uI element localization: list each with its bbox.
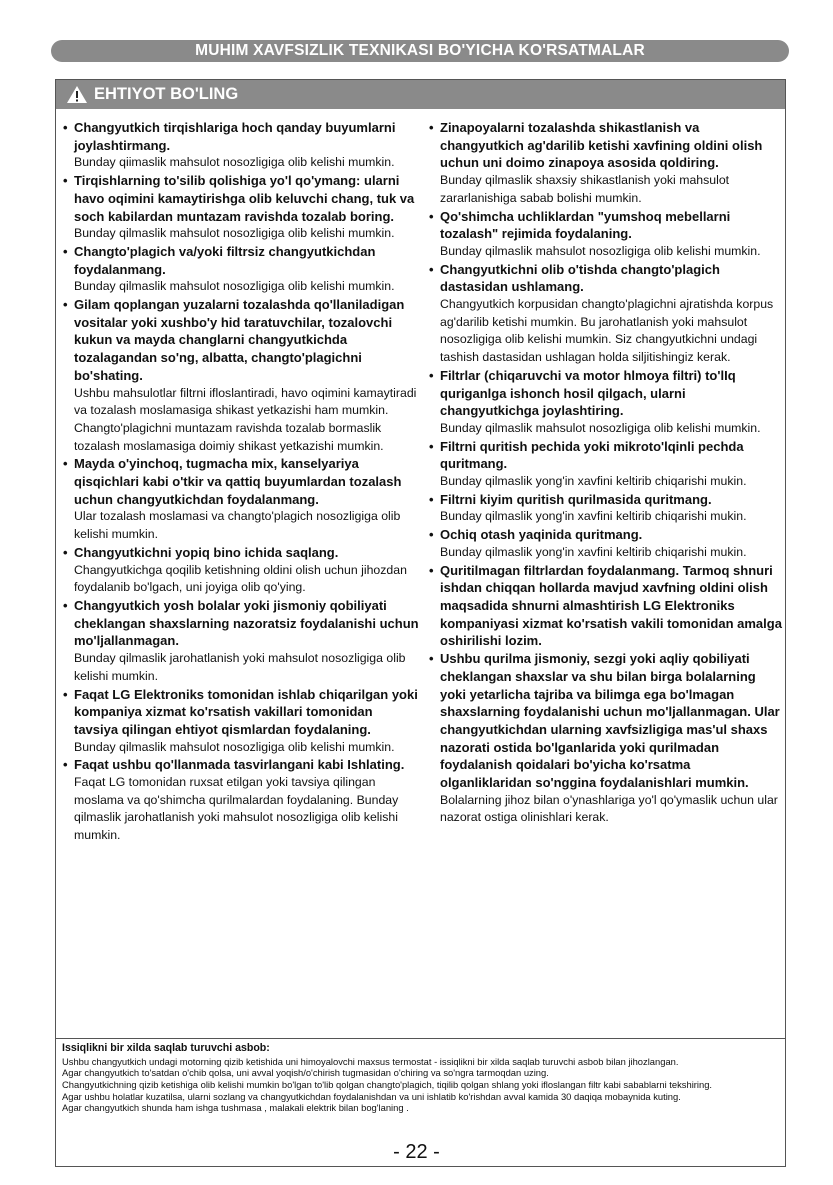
warning-icon: [66, 85, 88, 104]
list-item: • Tirqishlarning to'silib qolishiga yo'l qo'ymang: ularni havo oqimini kamaytirishga olib keluvchi chang, tuk va soch kabilardan muntazam ravishda tozalab boring. Bunday qilmaslik mahsulot nosozligiga olib kelishi mumkin.: [63, 173, 415, 241]
list-item: • Faqat ushbu qo'llanmada tasvirlangani kabi Ishlating. Faqat LG tomonidan ruxsat etilgan yoki tavsiya qilingan moslama va qo'shimcha qurilmalardan foydalaning. Bunday qilmaslik jarohatlanish yoki mahsulot nosozligiga olib kelishi mumkin.: [63, 757, 405, 843]
list-item: • Faqat LG Elektroniks tomonidan ishlab chiqarilgan yoki kompaniya xizmat ko'rsatish vakillari tomonidan tavsiya qilingan ehtiyot qismlardan foydalaning. Bunday qilmaslik mahsulot nosozligiga olib kelishi mumkin.: [63, 686, 418, 754]
list-item: • Changto'plagich va/yoki filtrsiz changyutkichdan foydalanmang. Bunday qilmaslik mahsulot nosozligiga olib kelishi mumkin.: [63, 243, 395, 294]
note-line: Agar changyutkich to'satdan o'chib qolsa, uni avval yoqish/o'chirish tugmasidan o'chiring va so'ngra tarmoqdan uzing.: [62, 1067, 549, 1079]
right-column: [428, 119, 784, 827]
left-column: [62, 119, 420, 845]
list-item: • Ochiq otash yaqinida quritmang. Bunday qilmaslik yong'in xavfini keltirib chiqarishi mukin.: [429, 527, 747, 559]
caution-title: EHTIYOT BO'LING: [94, 85, 239, 103]
list-item: • Changyutkich yosh bolalar yoki jismoniy qobiliyati cheklangan shaxslarning nazoratsiz foydalanishi uchun mo'ljallanmagan. Bunday qilmaslik jarohatlanish yoki mahsulot nosozligiga olib kelishi mumkin.: [63, 597, 419, 683]
page-banner: MUHIM XAVFSIZLIK TEXNIKASI BO'YICHA KO'RSATMALAR: [51, 40, 789, 62]
note-title: Issiqlikni bir xilda saqlab turuvchi asbob:: [62, 1042, 270, 1054]
list-item: • Quritilmagan filtrlardan foydalanmang. Tarmoq shnuri ishdan chiqqan hollarda mavjud xavfning oldini olish maqsadida shnurni almashtirish LG Elektroniks kompaniyasi xizmat ko'rsatish vakili tomonidan amalga oshirilishi lozim.: [429, 562, 782, 649]
list-item: • Filtrlar (chiqaruvchi va motor hlmoya filtri) to'lIq quriganlga ishonch hosil qilgach, ularni changyutkichga joylashtiring. Bunday qilmaslik mahsulot nosozligiga olib kelishi mumkin.: [429, 367, 761, 435]
note-line: Agar ushbu holatlar kuzatilsa, ularni sozlang va changyutkichdan foydalanishdan va uni ishlatib ko'rishdan avval kamida 30 daqiqa mobaynida kuting.: [62, 1090, 681, 1102]
note-line: Changyutkichning qizib ketishiga olib kelishi mumkin bo'lgan to'lib qolgan changto'plagich, tiqilib qolgan shlang yoki ifloslangan filtr kabi sabablarni tekshiring.: [62, 1078, 713, 1090]
note-line: Agar changyutkich shunda ham ishga tushmasa , malakali elektrik bilan bog'laning .: [62, 1102, 409, 1114]
list-item: • Filtrni kiyim quritish qurilmasida quritmang. Bunday qilmaslik yong'in xavfini keltirib chiqarishi mukin.: [429, 491, 747, 524]
list-item: • Changyutkichni yopiq bino ichida saqlang. Changyutkichga qoqilib ketishning oldini olish uchun jihozdan foydalanib bo'lgach, uni joyiga olib qo'ying.: [63, 544, 407, 595]
list-item: • Mayda o'yinchoq, tugmacha mix, kanselyariya qisqichlari kabi o'tkir va qattiq buyumlardan tozalash uchun changyutkichdan foydalanmang. Ular tozalash moslamasi va changto'plagich nosozligiga olib kelishi mumkin.: [63, 456, 402, 542]
list-item: • Changyutkichni olib o'tishda changto'plagich dastasidan ushlamang. Changyutkich korpusidan changto'plagichni ajratishda korpus ag'darilib ketishi mumkin. Bu jarohatlanish yoki mahsulot nosozligiga olib kelishi mumkin. Siz changyutkichni undagi tashish dastasidan ushlagan holda siljitishingiz kerak.: [429, 261, 774, 365]
list-item: • Ushbu qurilma jismoniy, sezgi yoki aqliy qobiliyati cheklangan shaxslar va shu bilan birga bolalarning yoki yetarlicha tajriba va bilimga ega bo'lmagan shaxslarning foydalanishi uchun mo'ljallanmagan. Ular changyutkichdan ularning xavfsizligiga mas'ul shaxs nazorati ostida bo'lganlarida yoki qurilmadan foydalanish qoidalari bo'yicha ko'rsatma olganliklaridan so'nggina foydalanishlari mumkin. Bolalarning jihoz bilan o'ynashlariga yo'l qo'ymaslik uchun ular nazorat ostiga olinishlari kerak.: [429, 651, 780, 825]
list-item: • Zinapoyalarni tozalashda shikastlanish va changyutkich ag'darilib ketishi xavfining oldini olish uchun uni doimo zinapoya asosida qoldiring. Bunday qilmaslik shaxsiy shikastlanish yoki mahsulot zararlanishiga sabab bolishi mumkin.: [429, 120, 763, 205]
list-item: • Qo'shimcha uchliklardan "yumshoq mebellarni tozalash" rejimida foydalaning. Bunday qilmaslik mahsulot nosozligiga olib kelishi mumkin.: [429, 208, 761, 258]
list-item: • Changyutkich tirqishlariga hoch qanday buyumlarni joylashtirmang. Bunday qiimaslik mahsulot nosozligiga olib kelishi mumkin.: [63, 120, 396, 170]
caution-header: [56, 80, 785, 109]
list-item: • Gilam qoplangan yuzalarni tozalashda qo'llaniladigan vositalar yoki xushbo'y hid taratuvchilar, tozalovchi kukun va mayda changlarni changyutkichda tozalagandan so'ng, albatta, changto'plagichni bo'shating. Ushbu mahsulotlar filtrni ifloslantiradi, havo oqimini kamaytiradi va tozalash moslamasiga shikast yetkazishi ham mumkin. Changto'plagichni muntazam ravishda tozalab bormaslik tozalash moslamasiga doimiy shikast yetkazishi mumkin.: [63, 297, 417, 453]
note-line: Ushbu changyutkich undagi motorning qizib ketishida uni himoyalovchi maxsus termostat - issiqlikni bir xilda saqlab turuvchi asbob bilan jihozlangan.: [62, 1055, 679, 1067]
caution-box: [55, 79, 786, 1167]
page-number: - 22 -: [393, 1141, 440, 1163]
list-item: • Filtrni quritish pechida yoki mikroto'lqinli pechda quritmang. Bunday qilmaslik yong'in xavfini keltirib chiqarishi mukin.: [429, 438, 747, 489]
